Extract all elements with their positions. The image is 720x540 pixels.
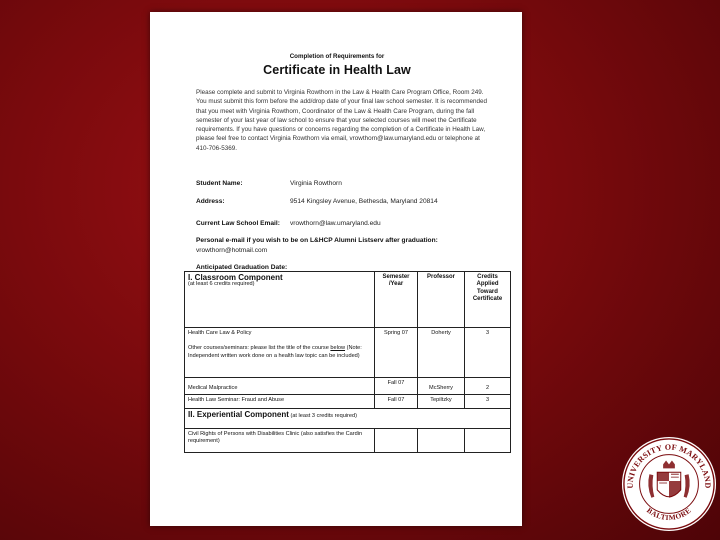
table-row [185,429,511,453]
section-2-title: II. Experiential Component [188,410,289,419]
alumni-email-value: vrowthorn@hotmail.com [196,247,268,254]
student-name-value: Virginia Rowthorn [290,180,342,187]
credits-cell: 3 [465,395,511,409]
professor-cell: Tepiltzky [418,395,465,409]
section-1-title: I. Classroom Component [188,273,283,282]
course-cell: Civil Rights of Persons with Disabilities Clinic (also satisfies the Cardin requirement) [185,429,375,453]
course-cell: Medical Malpractice [185,378,375,395]
professor-column-header: Professor [418,272,465,328]
section-2-header-row [185,409,511,429]
credits-cell [465,429,511,453]
semester-cell: Fall 07 [375,378,418,395]
graduation-date-label: Anticipated Graduation Date: [196,264,288,271]
instructions-paragraph: Please complete and submit to Virginia Rowthorn in the Law & Health Care Program Office, Room 249. You must submit this form before the add/drop date of your final law school semester. It is recommended that you meet with Virginia Rowthorn, Coordinator of the Law & Health Care Program, during the fall semester of your last year of law school to ensure that your selected courses will meet the Certificate requirements. If you have questions or concerns regarding the completion of a Certificate in Health Law, please feel free to contact Virginia Rowthorn via email, vrowthorn@law.umaryland.edu or telephone at 410-706-5369. [196,89,487,152]
course-name: Health Care Law & Policy [188,330,252,336]
email-value: vrowthorn@law.umaryland.edu [290,220,381,227]
student-name-label: Student Name: [196,180,243,187]
address-value: 9514 Kingsley Avenue, Bethesda, Maryland 20814 [290,198,438,205]
table-row [185,395,511,409]
other-courses-text-b: (Note: Independent written work done on a health law topic can be included) [188,345,362,359]
professor-cell: Doherty [418,328,465,378]
semester-cell: Fall 07 [375,395,418,409]
other-courses-text-a: Other courses/seminars: please list the title of the course [188,345,331,352]
document-title: Certificate in Health Law [263,63,411,77]
table-header-row [185,272,511,328]
course-cell: Health Law Seminar: Fraud and Abuse [185,395,375,409]
university-seal-logo [620,435,718,533]
semester-column-header: Semester /Year [375,272,418,328]
alumni-email-label: Personal e-mail if you wish to be on L&HCP Alumni Listserv after graduation: [196,237,438,244]
credits-column-header: Credits Applied Toward Certificate [465,272,511,328]
other-courses-below: below [330,345,346,352]
professor-cell: McSherry [418,378,465,395]
document-kicker: Completion of Requirements for [289,53,385,60]
section-2-header [185,409,511,429]
section-2-note: (at least 3 credits required) [288,413,357,419]
table-row [185,378,511,395]
other-courses-note [188,345,371,360]
requirements-table [184,271,511,453]
table-row [185,328,511,378]
section-1-note: (at least 6 credits required) [188,281,255,288]
svg-text:UNIVERSITY OF MARYLAND: UNIVERSITY OF MARYLAND [625,442,713,489]
course-cell [185,328,375,378]
email-label: Current Law School Email: [196,220,280,227]
credits-cell: 2 [465,378,511,395]
semester-cell [375,429,418,453]
credits-cell: 3 [465,328,511,378]
section-1-header [185,272,375,328]
svg-text:BALTIMORE: BALTIMORE [645,505,693,523]
professor-cell [418,429,465,453]
semester-cell: Spring 07 [375,328,418,378]
address-label: Address: [196,198,225,205]
